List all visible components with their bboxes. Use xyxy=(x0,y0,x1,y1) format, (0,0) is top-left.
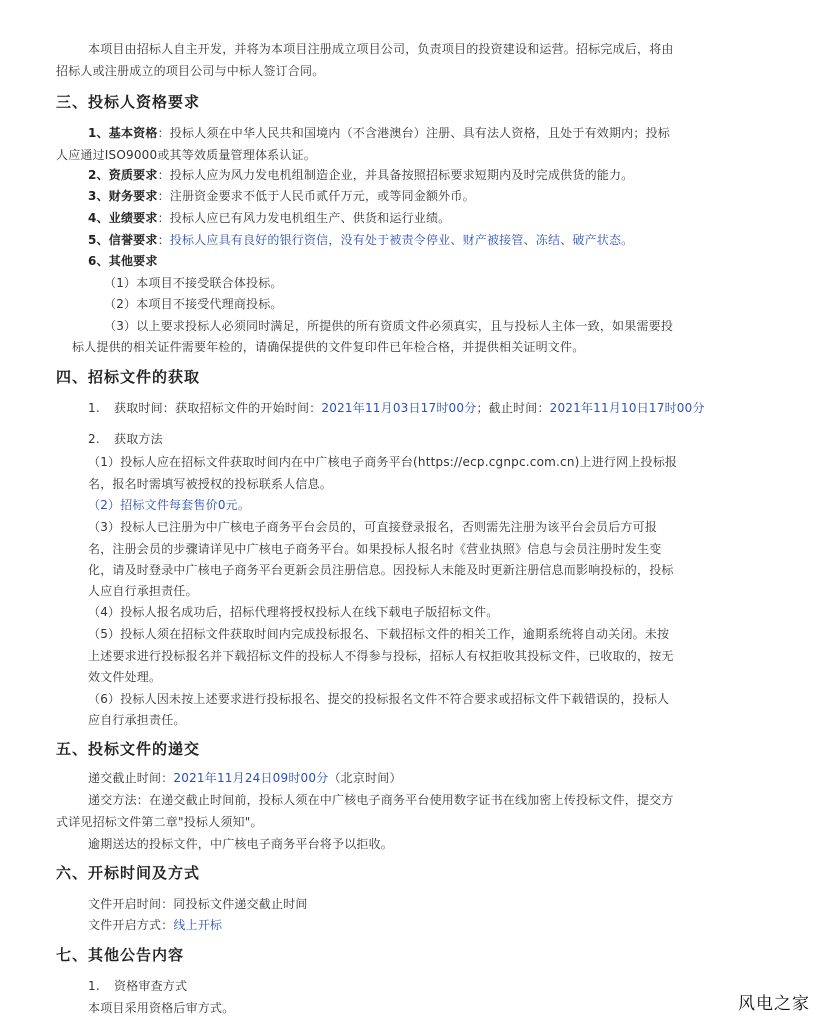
qualification-basic xyxy=(88,122,670,144)
submission-method-line-2: 式详见招标文件第二章"投标人须知"。 xyxy=(56,815,263,829)
method-5-line-1: （5）投标人须在招标文件获取时间内完成投标报名、下载招标文件的相关工作，逾期系统将自动关闭。未按 xyxy=(88,627,670,641)
late-submission-note: 逾期送达的投标文件，中广核电子商务平台将予以拒收。 xyxy=(88,837,394,851)
other-requirement-3-line-1: （3）以上要求投标人必须同时满足，所提供的所有资质文件必须真实，且与投标人主体一致，如果需要投 xyxy=(104,319,674,333)
watermark-text: 风电之家 xyxy=(738,994,810,1014)
other-requirement-1: （1）本项目不接受联合体投标。 xyxy=(104,276,283,290)
section-4-heading: 四、招标文件的获取 xyxy=(56,368,201,386)
qualification-review-label: 资格审查方式 xyxy=(114,979,188,993)
method-3-line-2: 名，注册会员的步骤请详见中广核电子商务平台。如果投标人报名时《营业执照》信息与会员注册时发生变 xyxy=(88,542,662,556)
method-4: （4）投标人报名成功后，招标代理将授权投标人在线下载电子版招标文件。 xyxy=(88,605,499,619)
acquire-method-heading xyxy=(88,428,163,450)
opening-time: 文件开启时间：同投标文件递交截止时间 xyxy=(88,897,308,911)
submission-deadline-value: 2021年11月24日09时00分 xyxy=(173,771,329,785)
qualification-basic-line-2: 人应通过ISO9000或其等效质量管理体系认证。 xyxy=(56,148,316,162)
opening-method-value: 线上开标 xyxy=(173,918,223,932)
qualification-review-number: 1. xyxy=(88,979,100,993)
acquire-end-time: 2021年11月10日17时00分 xyxy=(549,401,705,415)
acquire-time-label: 获取时间：获取招标文件的开始时间： xyxy=(114,401,322,415)
section-6-heading: 六、开标时间及方式 xyxy=(56,864,201,882)
qualification-reputation xyxy=(88,229,633,251)
qualification-review-heading xyxy=(88,975,187,997)
acquire-method-number: 2. xyxy=(88,432,100,446)
method-5-line-3: 效文件处理。 xyxy=(88,670,162,684)
method-1-line-1: （1）投标人应在招标文件获取时间内在中广核电子商务平台(https://ecp.cgnpc.com.cn)上进行网上投标报 xyxy=(88,455,678,469)
submission-deadline xyxy=(88,767,402,789)
qualification-review-text: 本项目采用资格后审方式。 xyxy=(88,1001,235,1015)
opening-method xyxy=(88,914,222,936)
method-5-line-2: 上述要求进行投标报名并下载招标文件的投标人不得参与投标，招标人有权拒收其投标文件，已收取的，按无 xyxy=(88,649,674,663)
qualification-basic-text: ：投标人须在中华人民共和国境内（不含港澳台）注册、具有法人资格，且处于有效期内；投标 xyxy=(157,126,670,140)
section-3-heading: 三、投标人资格要求 xyxy=(56,93,201,111)
qualification-certification xyxy=(88,164,633,186)
method-6-line-2: 应自行承担责任。 xyxy=(88,713,186,727)
section-5-heading: 五、投标文件的递交 xyxy=(56,740,201,758)
method-1-line-2: 名，报名时需填写被授权的投标联系人信息。 xyxy=(88,477,333,491)
qualification-reputation-label: 5、信誉要求 xyxy=(88,233,158,247)
qualification-certification-text: ：投标人应为风力发电机组制造企业，并具备按照招标要求短期内及时完成供货的能力。 xyxy=(157,168,634,182)
qualification-performance-text: ：投标人应已有风力发电机组生产、供货和运行业绩。 xyxy=(157,211,451,225)
submission-method-line-1: 递交方法：在递交截止时间前，投标人须在中广核电子商务平台使用数字证书在线加密上传投标文件，提交方 xyxy=(88,793,674,807)
acquire-time xyxy=(88,397,705,419)
qualification-reputation-colon: ： xyxy=(157,233,170,247)
section-7-heading: 七、其他公告内容 xyxy=(56,946,185,964)
qualification-finance-label: 3、财务要求 xyxy=(88,189,158,203)
qualification-finance-text: ：注册资金要求不低于人民币贰仟万元，或等同金额外币。 xyxy=(157,189,475,203)
other-requirement-2: （2）本项目不接受代理商投标。 xyxy=(104,297,283,311)
intro-line-2: 招标人或注册成立的项目公司与中标人签订合同。 xyxy=(56,64,325,78)
submission-deadline-label: 递交截止时间： xyxy=(88,771,174,785)
method-3-line-4: 人应自行承担责任。 xyxy=(88,584,198,598)
intro-line-1: 本项目由招标人自主开发，并将为本项目注册成立项目公司，负责项目的投资建设和运营。招标完成后，将由 xyxy=(88,42,674,56)
qualification-reputation-text: 投标人应具有良好的银行资信，没有处于被责令停业、财产被接管、冻结、破产状态。 xyxy=(169,233,634,247)
qualification-basic-label: 1、基本资格 xyxy=(88,126,158,140)
acquire-time-number: 1. xyxy=(88,401,100,415)
qualification-performance xyxy=(88,207,450,229)
method-3-line-1: （3）投标人已注册为中广核电子商务平台会员的，可直接登录报名，否则需先注册为该平台会员后方可报 xyxy=(88,520,658,534)
qualification-other-label: 6、其他要求 xyxy=(88,254,158,268)
method-3-line-3: 化，请及时登录中广核电子商务平台更新会员注册信息。因投标人未能及时更新注册信息而影响投标的，投标 xyxy=(88,563,674,577)
qualification-performance-label: 4、业绩要求 xyxy=(88,211,158,225)
qualification-certification-label: 2、资质要求 xyxy=(88,168,158,182)
opening-method-label: 文件开启方式： xyxy=(88,918,174,932)
acquire-method-label: 获取方法 xyxy=(114,432,163,446)
acquire-time-separator: ；截止时间： xyxy=(476,401,550,415)
method-6-line-1: （6）投标人因未按上述要求进行投标报名、提交的投标报名文件不符合要求或招标文件下载错误的，投标人 xyxy=(88,692,670,706)
method-2-price: （2）招标文件每套售价0元。 xyxy=(88,498,251,512)
other-requirement-3-line-2: 标人提供的相关证件需要年检的，请确保提供的文件复印件已年检合格，并提供相关证明文件。 xyxy=(72,340,585,354)
submission-deadline-timezone: （北京时间） xyxy=(328,771,402,785)
qualification-finance xyxy=(88,185,475,207)
acquire-start-time: 2021年11月03日17时00分 xyxy=(321,401,477,415)
